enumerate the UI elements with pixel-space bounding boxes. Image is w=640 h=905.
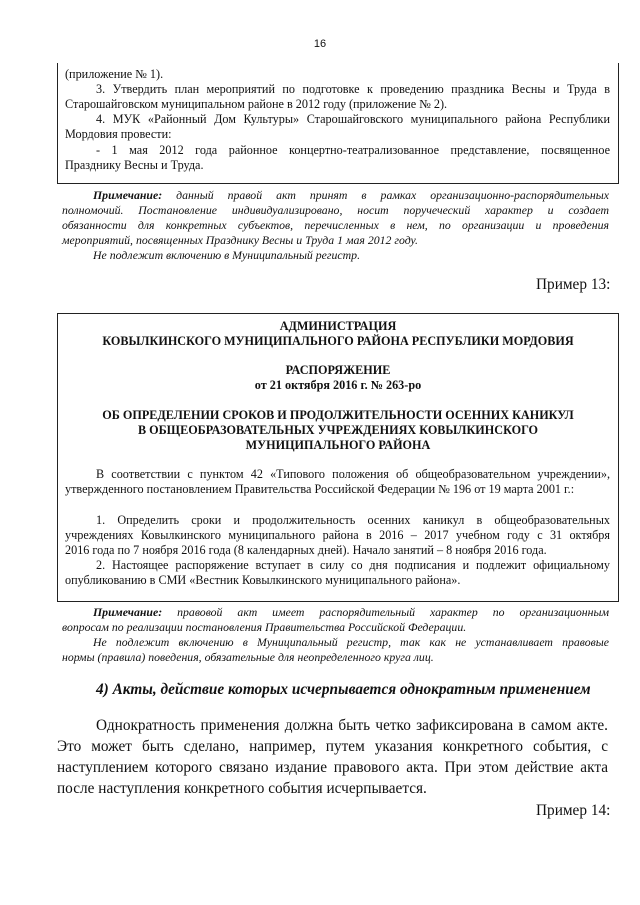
note-2-extra: нормы (правила) поведения, обязательные для неопределенного круга лиц. xyxy=(62,650,434,664)
item-1-line: 1. Определить сроки и продолжительность осенних каникул в общеобразовательных xyxy=(96,513,610,527)
doc-type: РАСПОРЯЖЕНИЕ xyxy=(285,363,391,377)
body-paragraph-line: наступлением которого связано издание правового акта. При этом действие акта xyxy=(57,759,608,776)
top-box-line: (приложение № 1). xyxy=(65,67,164,81)
example-14-label: Пример 14: xyxy=(536,802,611,819)
preamble-line: утвержденного постановлением Правительства Российской Федерации № 196 от 19 марта 2001 г.: xyxy=(65,482,575,496)
doc-date: от 21 октября 2016 г. № 263-ро xyxy=(254,378,422,392)
item-1-line: учреждениях Ковылкинского муниципального района в 2016 – 2017 учебном году с 31 октября xyxy=(65,528,610,542)
preamble-line: В соответствии с пунктом 42 «Типового положения об общеобразовательном учреждении», xyxy=(96,467,610,481)
top-box-line: Мордовия провести: xyxy=(65,127,172,141)
doc-title-line: В ОБЩЕОБРАЗОВАТЕЛЬНЫХ УЧРЕЖДЕНИЯХ КОВЫЛКИНСКОГО xyxy=(137,423,539,437)
note-1-line: мероприятий, посвященных Празднику Весны и Труда 1 мая 2012 году. xyxy=(62,233,418,247)
note-2-line: Примечание: правовой акт имеет распорядительный характер по организационным xyxy=(93,605,609,619)
item-1-line: 2016 года по 7 ноября 2016 года (8 календарных дней). Начало занятий – 8 ноября 2016 года. xyxy=(65,543,547,557)
note-1-line: обязанности для конкретных субъектов, перечисленных в нем, по организации и проведения xyxy=(62,218,609,232)
top-box-line: Празднику Весны и Труда. xyxy=(65,158,204,172)
top-box-line: 4. МУК «Районный Дом Культуры» Старошайговского муниципального района Республики xyxy=(96,112,610,126)
note-1-line: полномочий. Постановление индивидуализировано, носит поручеческий характер и создает xyxy=(62,203,609,217)
item-2-line: 2. Настоящее распоряжение вступает в силу со дня подписания и подлежит официальному xyxy=(96,558,610,572)
example-13-label: Пример 13: xyxy=(536,276,611,293)
note-label: Примечание: xyxy=(93,605,163,619)
org-name-line: КОВЫЛКИНСКОГО МУНИЦИПАЛЬНОГО РАЙОНА РЕСПУБЛИКИ МОРДОВИЯ xyxy=(102,334,574,348)
body-paragraph-line: Однократность применения должна быть четко зафиксирована в самом акте. xyxy=(96,717,608,734)
note-1-line: Примечание: данный правой акт принят в рамках организационно-распорядительных xyxy=(93,188,609,202)
note-2-line: вопросам по реализации постановления Правительства Российской Федерации. xyxy=(62,620,467,634)
note-2-extra: Не подлежит включению в Муниципальный регистр, так как не устанавливает правовые xyxy=(93,635,609,649)
doc-title-line: ОБ ОПРЕДЕЛЕНИИ СРОКОВ И ПРОДОЛЖИТЕЛЬНОСТИ ОСЕННИХ КАНИКУЛ xyxy=(102,408,574,422)
top-box-line: Старошайговском муниципальном районе в 2012 году (приложение № 2). xyxy=(65,97,448,111)
item-2-line: опубликованию в СМИ «Вестник Ковылкинского муниципального района». xyxy=(65,573,461,587)
body-paragraph-line: Это может быть сделано, например, путем указания конкретного события, с xyxy=(57,738,608,755)
note-label: Примечание: xyxy=(93,188,163,202)
body-paragraph-line: после наступления конкретного события исчерпывается. xyxy=(57,780,427,797)
doc-title-line: МУНИЦИПАЛЬНОГО РАЙОНА xyxy=(245,438,431,452)
top-box-line: 3. Утвердить план мероприятий по подготовке к проведению праздника Весны и Труда в xyxy=(96,82,610,96)
note-1-extra: Не подлежит включению в Муниципальный регистр. xyxy=(93,248,361,262)
section-heading: 4) Акты, действие которых исчерпывается однократным применением xyxy=(96,681,591,698)
org-name-line: АДМИНИСТРАЦИЯ xyxy=(279,319,397,333)
top-box-line: - 1 мая 2012 года районное концертно-театрализованное представление, посвященное xyxy=(96,143,610,157)
page-number: 16 xyxy=(313,38,327,50)
